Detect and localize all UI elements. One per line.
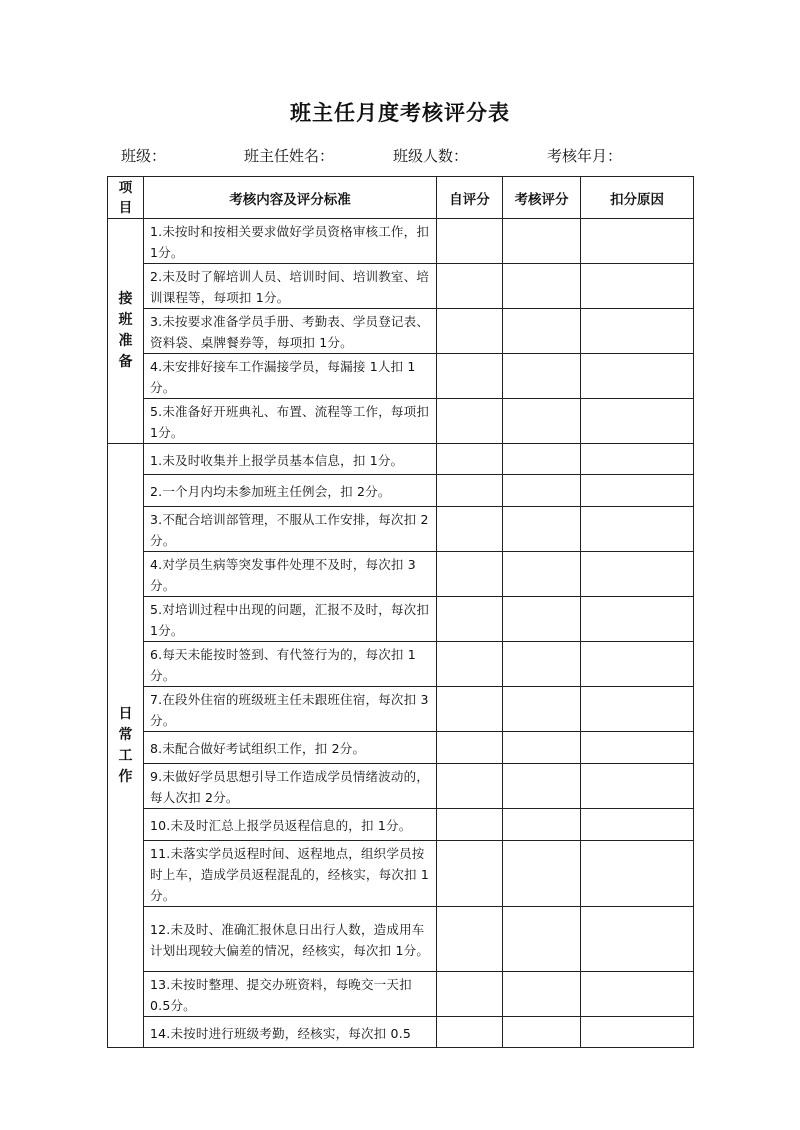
teacher-name-field-label: 班主任姓名： (244, 147, 335, 165)
criterion-cell: 11.未落实学员返程时间、返程地点，组织学员按时上车，造成学员返程混乱的，经核实，每次扣 1分。 (144, 841, 437, 907)
self-score-cell[interactable] (437, 972, 503, 1017)
table-row (108, 219, 694, 264)
deduction-reason-cell[interactable] (581, 354, 694, 399)
self-score-cell[interactable] (437, 264, 503, 309)
table-row (108, 841, 694, 907)
table-row (108, 597, 694, 642)
table-row (108, 907, 694, 972)
assessment-score-cell[interactable] (503, 219, 581, 264)
table-row (108, 475, 694, 507)
header-self-score: 自评分 (437, 177, 503, 219)
assessment-score-cell[interactable] (503, 264, 581, 309)
class-size-field-label: 班级人数： (393, 147, 469, 165)
deduction-reason-cell[interactable] (581, 1017, 694, 1048)
table-row (108, 642, 694, 687)
header-deduction-reason: 扣分原因 (581, 177, 694, 219)
category-label: 接班准备 (118, 291, 133, 370)
criterion-cell: 4.未安排好接车工作漏接学员，每漏接 1人扣 1分。 (144, 354, 437, 399)
score-table (107, 176, 694, 1048)
assessment-score-cell[interactable] (503, 399, 581, 444)
criterion-cell: 1.未按时和按相关要求做好学员资格审核工作，扣 1分。 (144, 219, 437, 264)
table-header-row (108, 177, 694, 219)
category-label: 日常工作 (118, 705, 133, 785)
table-row (108, 687, 694, 732)
deduction-reason-cell[interactable] (581, 809, 694, 841)
header-item: 项目 (108, 177, 144, 219)
criterion-cell: 2.未及时了解培训人员、培训时间、培训教室、培训课程等，每项扣 1分。 (144, 264, 437, 309)
assessment-score-cell[interactable] (503, 354, 581, 399)
criterion-cell: 14.未按时进行班级考勤，经核实，每次扣 0.5 (144, 1017, 437, 1048)
deduction-reason-cell[interactable] (581, 264, 694, 309)
criterion-cell: 5.未准备好开班典礼、布置、流程等工作，每项扣 1分。 (144, 399, 437, 444)
criterion-cell: 8.未配合做好考试组织工作，扣 2分。 (144, 732, 437, 764)
header-content: 考核内容及评分标准 (144, 177, 437, 219)
table-row (108, 264, 694, 309)
deduction-reason-cell[interactable] (581, 219, 694, 264)
table-row (108, 444, 694, 475)
criterion-cell: 13.未按时整理、提交办班资料，每晚交一天扣 0.5分。 (144, 972, 437, 1017)
criterion-cell: 9.未做好学员思想引导工作造成学员情绪波动的，每人次扣 2分。 (144, 764, 437, 809)
deduction-reason-cell[interactable] (581, 444, 694, 475)
table-row (108, 354, 694, 399)
deduction-reason-cell[interactable] (581, 972, 694, 1017)
assessment-score-cell[interactable] (503, 309, 581, 354)
self-score-cell[interactable] (437, 642, 503, 687)
assessment-score-cell[interactable] (503, 507, 581, 552)
deduction-reason-cell[interactable] (581, 507, 694, 552)
self-score-cell[interactable] (437, 841, 503, 907)
assessment-score-cell[interactable] (503, 444, 581, 475)
deduction-reason-cell[interactable] (581, 642, 694, 687)
table-row (108, 309, 694, 354)
deduction-reason-cell[interactable] (581, 399, 694, 444)
self-score-cell[interactable] (437, 764, 503, 809)
criterion-cell: 7.在段外住宿的班级班主任未跟班住宿，每次扣 3分。 (144, 687, 437, 732)
assessment-score-cell[interactable] (503, 732, 581, 764)
assessment-score-cell[interactable] (503, 907, 581, 972)
self-score-cell[interactable] (437, 444, 503, 475)
table-row (108, 1017, 694, 1048)
category-cell (108, 219, 144, 444)
deduction-reason-cell[interactable] (581, 597, 694, 642)
deduction-reason-cell[interactable] (581, 841, 694, 907)
self-score-cell[interactable] (437, 507, 503, 552)
assessment-score-cell[interactable] (503, 809, 581, 841)
table-row (108, 809, 694, 841)
self-score-cell[interactable] (437, 597, 503, 642)
assessment-score-cell[interactable] (503, 642, 581, 687)
self-score-cell[interactable] (437, 475, 503, 507)
self-score-cell[interactable] (437, 399, 503, 444)
header-assessment-score: 考核评分 (503, 177, 581, 219)
criterion-cell: 6.每天未能按时签到、有代签行为的，每次扣 1分。 (144, 642, 437, 687)
deduction-reason-cell[interactable] (581, 309, 694, 354)
page-title: 班主任月度考核评分表 (290, 101, 510, 125)
criterion-cell: 12.未及时、准确汇报休息日出行人数，造成用车计划出现较大偏差的情况，经核实，每次扣 1分。 (144, 907, 437, 972)
self-score-cell[interactable] (437, 687, 503, 732)
assessment-score-cell[interactable] (503, 972, 581, 1017)
deduction-reason-cell[interactable] (581, 475, 694, 507)
deduction-reason-cell[interactable] (581, 764, 694, 809)
deduction-reason-cell[interactable] (581, 732, 694, 764)
criterion-cell: 2.一个月内均未参加班主任例会，扣 2分。 (144, 475, 437, 507)
self-score-cell[interactable] (437, 219, 503, 264)
deduction-reason-cell[interactable] (581, 552, 694, 597)
table-row (108, 764, 694, 809)
criterion-cell: 3.不配合培训部管理，不服从工作安排，每次扣 2分。 (144, 507, 437, 552)
criterion-cell: 1.未及时收集并上报学员基本信息，扣 1分。 (144, 444, 437, 475)
table-row (108, 552, 694, 597)
self-score-cell[interactable] (437, 552, 503, 597)
assessment-score-cell[interactable] (503, 764, 581, 809)
self-score-cell[interactable] (437, 809, 503, 841)
assessment-score-cell[interactable] (503, 841, 581, 907)
self-score-cell[interactable] (437, 907, 503, 972)
table-row (108, 507, 694, 552)
table-row (108, 732, 694, 764)
assessment-score-cell[interactable] (503, 1017, 581, 1048)
criterion-cell: 4.对学员生病等突发事件处理不及时，每次扣 3分。 (144, 552, 437, 597)
assessment-score-cell[interactable] (503, 475, 581, 507)
category-cell (108, 444, 144, 1048)
self-score-cell[interactable] (437, 1017, 503, 1048)
table-row (108, 972, 694, 1017)
self-score-cell[interactable] (437, 354, 503, 399)
assessment-score-cell[interactable] (503, 552, 581, 597)
class-field-label: 班级： (121, 147, 167, 165)
self-score-cell[interactable] (437, 732, 503, 764)
assessment-period-field-label: 考核年月： (547, 147, 623, 165)
deduction-reason-cell[interactable] (581, 907, 694, 972)
assessment-score-cell[interactable] (503, 597, 581, 642)
assessment-score-cell[interactable] (503, 687, 581, 732)
criterion-cell: 10.未及时汇总上报学员返程信息的，扣 1分。 (144, 809, 437, 841)
criterion-cell: 3.未按要求准备学员手册、考勤表、学员登记表、资料袋、桌牌餐券等，每项扣 1分。 (144, 309, 437, 354)
table-row (108, 399, 694, 444)
criterion-cell: 5.对培训过程中出现的问题，汇报不及时，每次扣 1分。 (144, 597, 437, 642)
self-score-cell[interactable] (437, 309, 503, 354)
deduction-reason-cell[interactable] (581, 687, 694, 732)
